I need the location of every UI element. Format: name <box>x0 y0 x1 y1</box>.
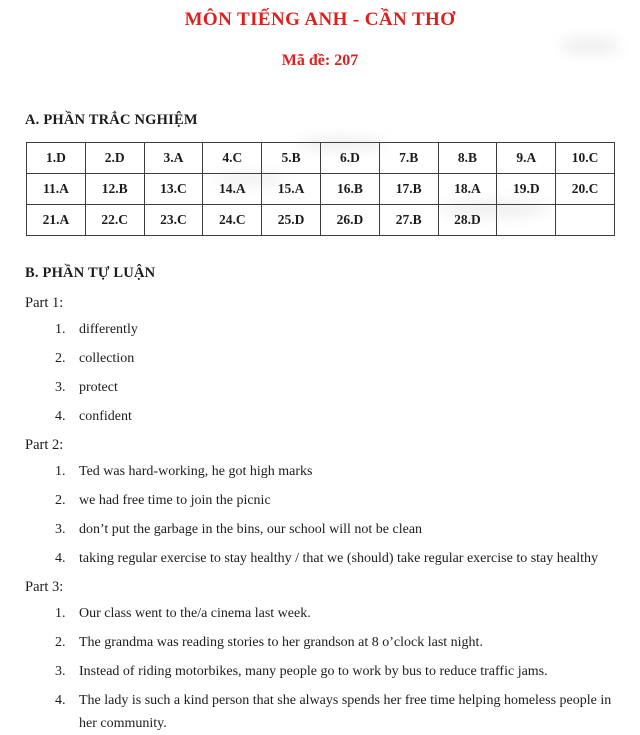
list-item-text: taking regular exercise to stay healthy / that we (should) take regular exercise to stay healthy <box>79 551 598 566</box>
answer-table-row <box>27 143 615 174</box>
part-1-label: Part 1: <box>25 295 64 311</box>
answer-cell: 20.C <box>556 174 615 205</box>
list-item-number: 3. <box>55 664 66 679</box>
answer-cell: 26.D <box>320 205 379 236</box>
answer-cell: 19.D <box>497 174 556 205</box>
list-item-number: 1. <box>55 464 66 479</box>
list-item-text: collection <box>79 351 135 366</box>
list-item-number: 3. <box>55 380 66 395</box>
answer-cell: 1.D <box>27 143 86 174</box>
answer-cell: 11.A <box>27 174 86 205</box>
answer-cell: 18.A <box>438 174 497 205</box>
list-item-text: we had free time to join the picnic <box>79 493 271 508</box>
answer-cell: 2.D <box>85 143 144 174</box>
answer-list-item <box>25 547 626 570</box>
answer-cell: 21.A <box>27 205 86 236</box>
list-item-number: 1. <box>55 606 66 621</box>
answer-cell: 22.C <box>85 205 144 236</box>
answer-cell: 9.A <box>497 143 556 174</box>
list-item-number: 4. <box>55 693 66 708</box>
answer-list-item <box>25 318 626 341</box>
answer-table-row <box>27 174 615 205</box>
list-item-text: Our class went to the/a cinema last week. <box>79 606 311 621</box>
answer-table-body <box>27 143 615 236</box>
answer-list-item <box>25 376 626 399</box>
answer-list-item <box>25 689 626 735</box>
part-2-answers <box>25 460 626 570</box>
answer-list-item <box>25 405 626 428</box>
list-item-text: Instead of riding motorbikes, many people go to work by bus to reduce traffic jams. <box>79 664 548 679</box>
part-1-answers <box>25 318 626 428</box>
list-item-number: 2. <box>55 351 66 366</box>
list-item-number: 4. <box>55 409 66 424</box>
answer-cell: 6.D <box>320 143 379 174</box>
answer-list-item <box>25 518 626 541</box>
answer-cell: 23.C <box>144 205 203 236</box>
list-item-number: 2. <box>55 493 66 508</box>
answer-cell: 7.B <box>379 143 438 174</box>
list-item-text: don’t put the garbage in the bins, our school will not be clean <box>79 522 423 537</box>
answer-cell: 4.C <box>203 143 262 174</box>
answer-cell: 28.D <box>438 205 497 236</box>
answer-cell: 3.A <box>144 143 203 174</box>
answer-cell: 14.A <box>203 174 262 205</box>
list-item-text: differently <box>79 322 138 337</box>
part-3-answers <box>25 602 626 735</box>
answer-cell: 24.C <box>203 205 262 236</box>
answer-cell <box>497 205 556 236</box>
answer-cell: 17.B <box>379 174 438 205</box>
answer-list-item <box>25 489 626 512</box>
answer-cell: 12.B <box>85 174 144 205</box>
list-item-number: 1. <box>55 322 66 337</box>
answer-list-item <box>25 602 626 625</box>
list-item-number: 4. <box>55 551 66 566</box>
part-3-label: Part 3: <box>25 579 64 595</box>
answer-cell: 13.C <box>144 174 203 205</box>
list-item-number: 3. <box>55 522 66 537</box>
answer-cell: 16.B <box>320 174 379 205</box>
list-item-text: Ted was hard-working, he got high marks <box>79 464 313 479</box>
list-item-number: 2. <box>55 635 66 650</box>
list-item-text: confident <box>79 409 132 424</box>
section-a-heading: A. PHẦN TRẮC NGHIỆM <box>25 112 198 128</box>
document-title: MÔN TIẾNG ANH - CẦN THƠ <box>184 9 456 30</box>
section-b-heading: B. PHẦN TỰ LUẬN <box>25 265 156 281</box>
answer-table-row <box>27 205 615 236</box>
answer-list-item <box>25 631 626 654</box>
answer-cell: 5.B <box>262 143 321 174</box>
answer-cell: 8.B <box>438 143 497 174</box>
answer-cell <box>556 205 615 236</box>
answer-list-item <box>25 460 626 483</box>
exam-code: Mã đề: 207 <box>281 52 359 69</box>
answer-list-item <box>25 347 626 370</box>
answer-list-item <box>25 660 626 683</box>
answer-cell: 10.C <box>556 143 615 174</box>
list-item-text: The lady is such a kind person that she always spends her free time helping homeless people in her community. <box>79 693 612 731</box>
part-2-label: Part 2: <box>25 437 64 453</box>
answer-cell: 25.D <box>262 205 321 236</box>
answer-cell: 27.B <box>379 205 438 236</box>
list-item-text: The grandma was reading stories to her grandson at 8 o’clock last night. <box>79 635 483 650</box>
multiple-choice-answer-table <box>26 142 615 236</box>
list-item-text: protect <box>79 380 118 395</box>
answer-cell: 15.A <box>262 174 321 205</box>
